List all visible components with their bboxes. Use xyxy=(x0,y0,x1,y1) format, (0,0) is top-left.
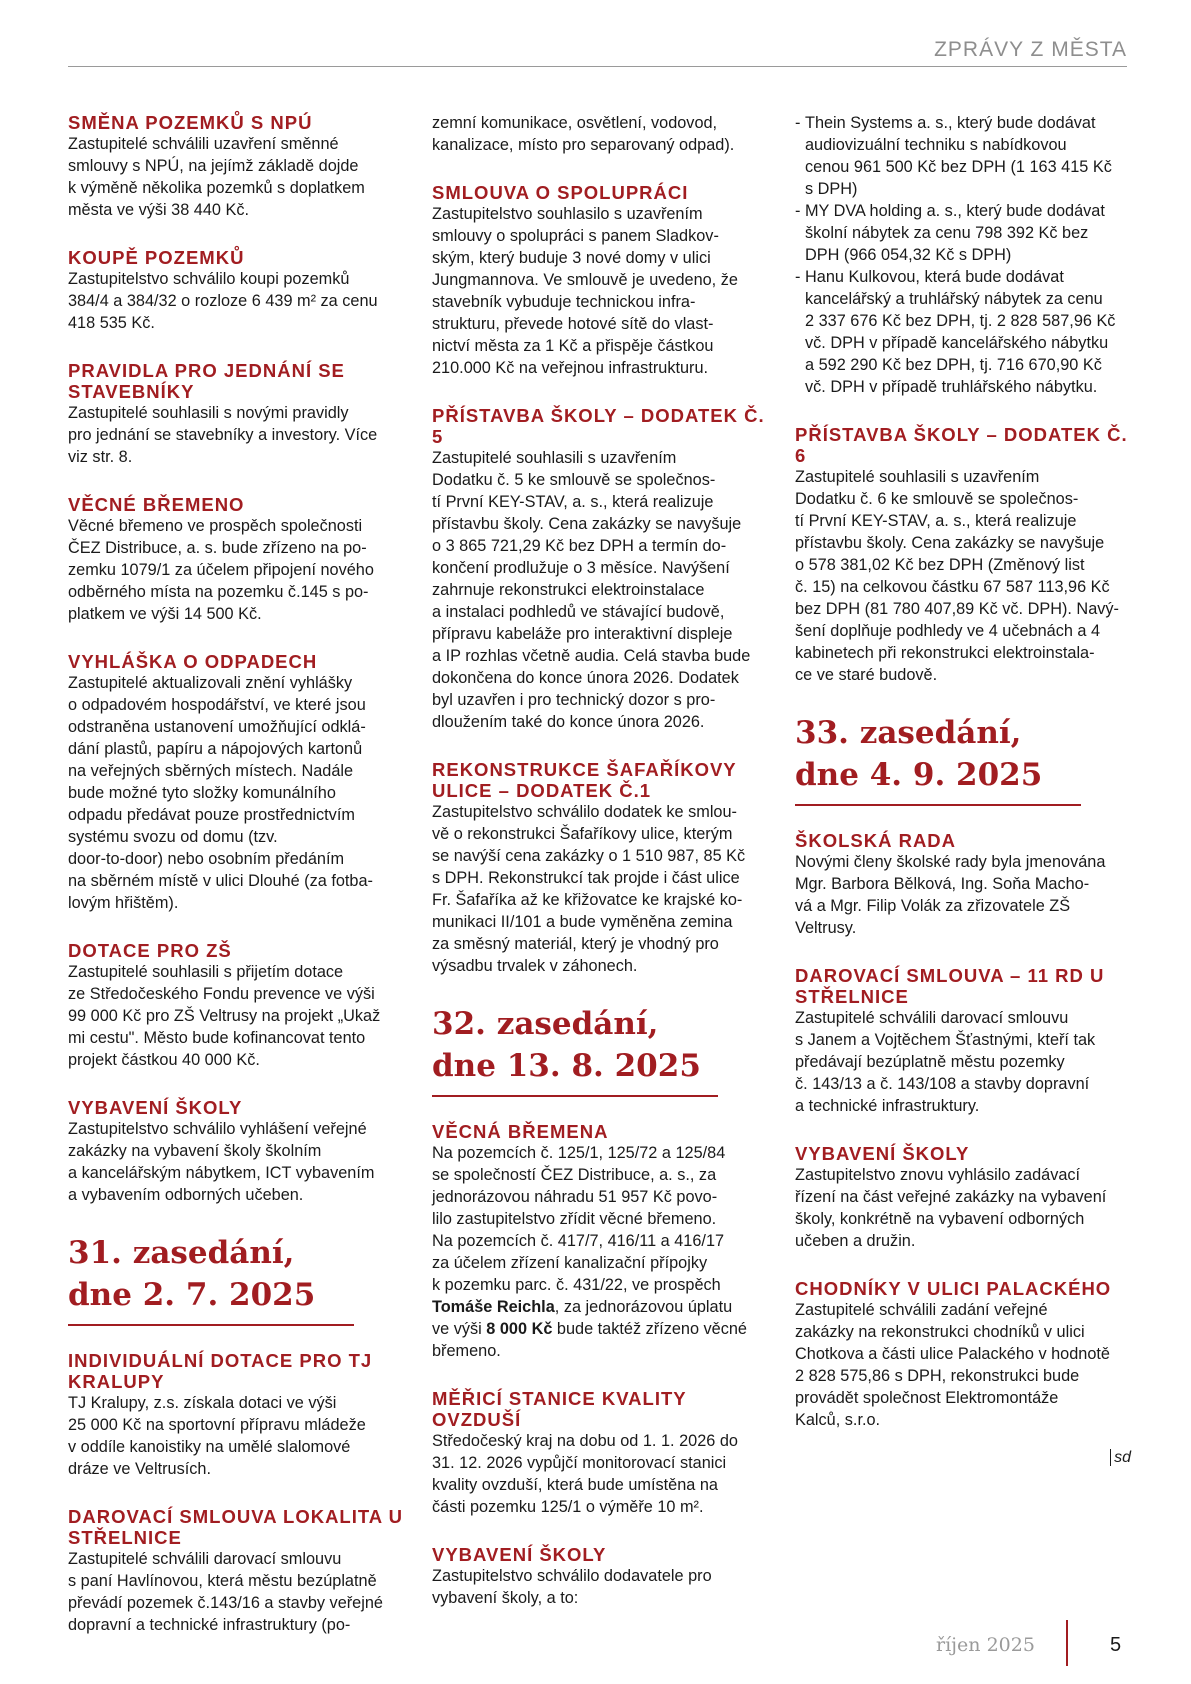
section-heading: ŠKOLSKÁ RADA xyxy=(795,830,957,851)
article-section xyxy=(68,247,408,334)
author-signature xyxy=(795,1449,1131,1467)
body-bold-amount: 8 000 Kč xyxy=(486,1320,553,1338)
section-body: Zastupitelé souhlasili s novými pravidly pro jednání se stavebníky a investory. Více viz str. 8. xyxy=(68,404,378,466)
section-heading: MĚŘICÍ STANICE KVALITY OVZDUŠÍ xyxy=(432,1388,687,1430)
section-heading: VYBAVENÍ ŠKOLY xyxy=(68,1097,243,1118)
section-heading: REKONSTRUKCE ŠAFAŘÍKOVY ULICE – DODATEK Č.1 xyxy=(432,759,737,801)
session-rule xyxy=(68,1324,354,1326)
body-text: , za jednorázovou úplatu ve výši xyxy=(432,1298,733,1338)
article-section xyxy=(68,1506,408,1636)
section-body: Zastupitelstvo schválilo koupi pozemků 384/4 a 384/32 o rozloze 6 439 m² za cenu 418 535 Kč. xyxy=(68,270,378,332)
section-body: Zastupitelé souhlasili s přijetím dotace ze Středočeského Fondu prevence ve výši 99 000 Kč pro ZŠ Veltrusy na projekt „Ukaž mi cestu". Město bude kofinancovat tento projekt částkou 40 000 Kč. xyxy=(68,963,381,1069)
section-heading: KOUPĚ POZEMKŮ xyxy=(68,247,245,268)
footer-divider xyxy=(1066,1620,1068,1666)
supplier-list xyxy=(795,112,1131,398)
page-number: 5 xyxy=(1110,1634,1122,1656)
section-body: Zastupitelé schválili darovací smlouvu s Janem a Vojtěchem Šťastnými, kteří tak předávají bezúplatně městu pozemky č. 143/13 a č. 143/108 a stavby dopravní a technické infrastruktury. xyxy=(795,1009,1096,1115)
list-item: - Hanu Kulkovou, která bude dodávat kancelářský a truhlářský nábytek za cenu 2 337 676 Kč bez DPH, tj. 2 828 587,96 Kč vč. DPH v případě kancelářského nábytku a 592 290 Kč bez DPH, tj. 716 670,90 Kč vč. DPH v případě truhlářského nábytku. xyxy=(795,266,1131,398)
section-heading: VYBAVENÍ ŠKOLY xyxy=(432,1544,607,1565)
article-section xyxy=(432,1544,774,1609)
section-body: Zastupitelé aktualizovali znění vyhlášky o odpadovém hospodářství, ve které jsou odstraněna ustanovení umožňující odklá- dání plastů, papíru a nápojových kartonů na veřejných sběrných místech. Nadále bude možné tyto složky komunálního odpadu předávat pouze prostřednictvím systému svozu od domu (tzv. door-to-door) nebo osobním předáním na sběrném místě v ulici Dlouhé (za fotba- lovým hřištěm). xyxy=(68,674,373,912)
body-text: bude taktéž zřízeno věcné břemeno. xyxy=(432,1320,747,1360)
section-heading: CHODNÍKY V ULICI PALACKÉHO xyxy=(795,1278,1112,1299)
section-heading: VĚCNÉ BŘEMENO xyxy=(68,494,245,515)
section-heading: PŘÍSTAVBA ŠKOLY – DODATEK Č. 5 xyxy=(432,405,765,447)
session-title: 33. zasedání, dne 4. 9. 2025 xyxy=(795,715,1043,793)
body-bold-name: Tomáše Reichla xyxy=(432,1298,555,1316)
body-text: Na pozemcích č. 125/1, 125/72 a 125/84 se společností ČEZ Distribuce, a. s., za jednorázovou náhradu 51 957 Kč povo- lilo zastupitelstvo zřídit věcné břemeno. Na pozemcích č. 417/7, 416/11 a 416/17 za účelem zřízení kanalizační přípojky k pozemku parc. č. 431/22, ve prospěch xyxy=(432,1144,726,1294)
section-body: Zastupitelstvo schválilo dodavatele pro vybavení školy, a to: xyxy=(432,1567,712,1607)
column-right xyxy=(795,112,1131,1467)
article-section xyxy=(68,360,408,468)
section-body: Zastupitelstvo souhlasilo s uzavřením smlouvy o spolupráci s panem Sladkov- ským, který buduje 3 nové domy v ulici Jungmannova. Ve smlouvě je uvedeno, že stavebník vybuduje technickou infra- strukturu, převede hotové sítě do vlast- nictví města za 1 Kč a přispěje částkou 210.000 Kč na veřejnou infrastrukturu. xyxy=(432,205,738,377)
section-body: Zastupitelstvo znovu vyhlásilo zadávací řízení na část veřejné zakázky na vybavení školy, konkrétně na vybavení odborných učeben a družin. xyxy=(795,1166,1107,1250)
section-body: Zastupitelé schválili zadání veřejné zakázky na rekonstrukci chodníků v ulici Chotkova a části ulice Palackého v hodnotě 2 828 575,86 s DPH, rekonstrukci bude provádět společnost Elektromontáže Kalců, s.r.o. xyxy=(795,1301,1110,1429)
section-heading: SMĚNA POZEMKŮ S NPÚ xyxy=(68,112,313,133)
section-body: Zastupitelstvo schválilo vyhlášení veřejné zakázky na vybavení školy školním a kancelářským nábytkem, ICT vybavením a vybavením odborných učeben. xyxy=(68,1120,375,1204)
section-body: Zastupitelé schválili darovací smlouvu s paní Havlínovou, která městu bezúplatně převádí pozemek č.143/16 a stavby veřejné dopravní a technické infrastruktury (po- xyxy=(68,1550,383,1634)
session-rule xyxy=(432,1095,718,1097)
list-item: - Thein Systems a. s., který bude dodávat audiovizuální techniku s nabídkovou cenou 961 500 Kč bez DPH (1 163 415 Kč s DPH) xyxy=(795,112,1131,200)
section-heading: PŘÍSTAVBA ŠKOLY – DODATEK Č. 6 xyxy=(795,424,1128,466)
article-section xyxy=(68,1350,408,1480)
footer-month: říjen 2025 xyxy=(936,1634,1035,1656)
column-left xyxy=(68,112,408,1662)
section-heading: VYHLÁŠKA O ODPADECH xyxy=(68,651,318,672)
article-section xyxy=(795,424,1131,686)
section-heading: INDIVIDUÁLNÍ DOTACE PRO TJ KRALUPY xyxy=(68,1350,373,1392)
session-header xyxy=(68,1232,408,1326)
column-middle xyxy=(432,112,774,1635)
section-heading: PRAVIDLA PRO JEDNÁNÍ SE STAVEBNÍKY xyxy=(68,360,345,402)
section-heading: VĚCNÁ BŘEMENA xyxy=(432,1121,609,1142)
article-section xyxy=(795,830,1131,939)
article-section xyxy=(795,1143,1131,1252)
article-section xyxy=(795,965,1131,1117)
section-heading: DOTACE PRO ZŠ xyxy=(68,940,232,961)
article-section xyxy=(68,940,408,1071)
article-section xyxy=(432,759,774,977)
section-heading: DAROVACÍ SMLOUVA LOKALITA U STŘELNICE xyxy=(68,1506,403,1548)
article-section xyxy=(68,651,408,914)
section-body: Zastupitelé souhlasili s uzavřením Dodatku č. 5 ke smlouvě se společnos- tí První KEY-STAV, a. s., která realizuje přístavbu školy. Cena zakázky se navyšuje o 3 865 721,29 Kč bez DPH a termín do- končení prodlužuje o 3 měsíce. Navýšení zahrnuje rekonstrukci elektroinstalace a instalaci podhledů ve stávající budově, přípravu kabeláže pro interaktivní displeje a IP rozhlas včetně audia. Celá stavba bude dokončena do konce února 2026. Dodatek byl uzavřen i pro technický dozor s pro- dloužením také do konce února 2026. xyxy=(432,449,751,731)
section-body: Zastupitelé souhlasili s uzavřením Dodatku č. 6 ke smlouvě se společnos- tí První KEY-STAV, a. s., která realizuje přístavbu školy. Cena zakázky se navyšuje o 578 381,02 Kč bez DPH (Změnový list č. 15) na celkovou částku 67 587 113,96 Kč bez DPH (81 780 407,89 Kč vč. DPH). Navý- šení doplňuje podhledy ve 4 učebnách a 4 kabinetech při rekonstrukci elektroinstala- ce ve staré budově. xyxy=(795,468,1119,684)
article-section xyxy=(68,112,408,221)
article-section xyxy=(432,1121,774,1362)
session-title: 32. zasedání, dne 13. 8. 2025 xyxy=(432,1006,701,1084)
session-header xyxy=(795,712,1131,806)
section-heading: SMLOUVA O SPOLUPRÁCI xyxy=(432,182,689,203)
section-body: Zastupitelstvo schválilo dodatek ke smlou- vě o rekonstrukci Šafaříkovy ulice, kterým se navýší cena zakázky o 1 510 987, 85 Kč s DPH. Rekonstrukcí tak projde i část ulice Fr. Šafaříka až ke křižovatce ke krajské ko- munikaci II/101 a bude vyměněna zemina za směsný materiál, který je vhodný pro výsadbu trvalek v záhonech. xyxy=(432,803,746,975)
list-item: - MY DVA holding a. s., který bude dodávat školní nábytek za cenu 798 392 Kč bez DPH (966 054,32 Kč s DPH) xyxy=(795,200,1131,266)
section-body: TJ Kralupy, z.s. získala dotaci ve výši 25 000 Kč na sportovní přípravu mládeže v oddíle kanoistiky na umělé slalomové dráze ve Veltrusích. xyxy=(68,1394,366,1478)
session-rule xyxy=(795,804,1081,806)
session-header xyxy=(432,1003,774,1097)
article-section xyxy=(795,1278,1131,1431)
article-section xyxy=(432,405,774,733)
header-section-title: ZPRÁVY Z MĚSTA xyxy=(934,38,1127,61)
section-body xyxy=(432,1142,774,1362)
section-body: Věcné břemeno ve prospěch společnosti ČEZ Distribuce, a. s. bude zřízeno na po- zemku 1079/1 za účelem připojení nového odběrného místa na pozemku č.145 s po- platkem ve výši 14 500 Kč. xyxy=(68,517,374,623)
section-heading: VYBAVENÍ ŠKOLY xyxy=(795,1143,970,1164)
article-section xyxy=(432,1388,774,1518)
article-section xyxy=(68,494,408,625)
session-title: 31. zasedání, dne 2. 7. 2025 xyxy=(68,1235,316,1313)
article-section xyxy=(432,182,774,379)
header-rule xyxy=(68,66,1127,67)
article-section xyxy=(68,1097,408,1206)
section-body: Novými členy školské rady byla jmenována Mgr. Barbora Bělková, Ing. Soňa Macho- vá a Mgr. Filip Volák za zřizovatele ZŠ Veltrusy. xyxy=(795,853,1106,937)
section-heading: DAROVACÍ SMLOUVA – 11 RD U STŘELNICE xyxy=(795,965,1105,1007)
author-initials: sd xyxy=(1110,1449,1131,1466)
section-body: Středočeský kraj na dobu od 1. 1. 2026 do 31. 12. 2026 vypůjčí monitorovací stanici kvality ovzduší, která bude umístěna na části pozemku 125/1 o výměře 10 m². xyxy=(432,1432,738,1516)
section-body: Zastupitelé schválili uzavření směnné smlouvy s NPÚ, na jejímž základě dojde k výměně několika pozemků s doplatkem města ve výši 38 440 Kč. xyxy=(68,135,365,219)
section-body-continued: zemní komunikace, osvětlení, vodovod, kanalizace, místo pro separovaný odpad). xyxy=(432,114,735,154)
